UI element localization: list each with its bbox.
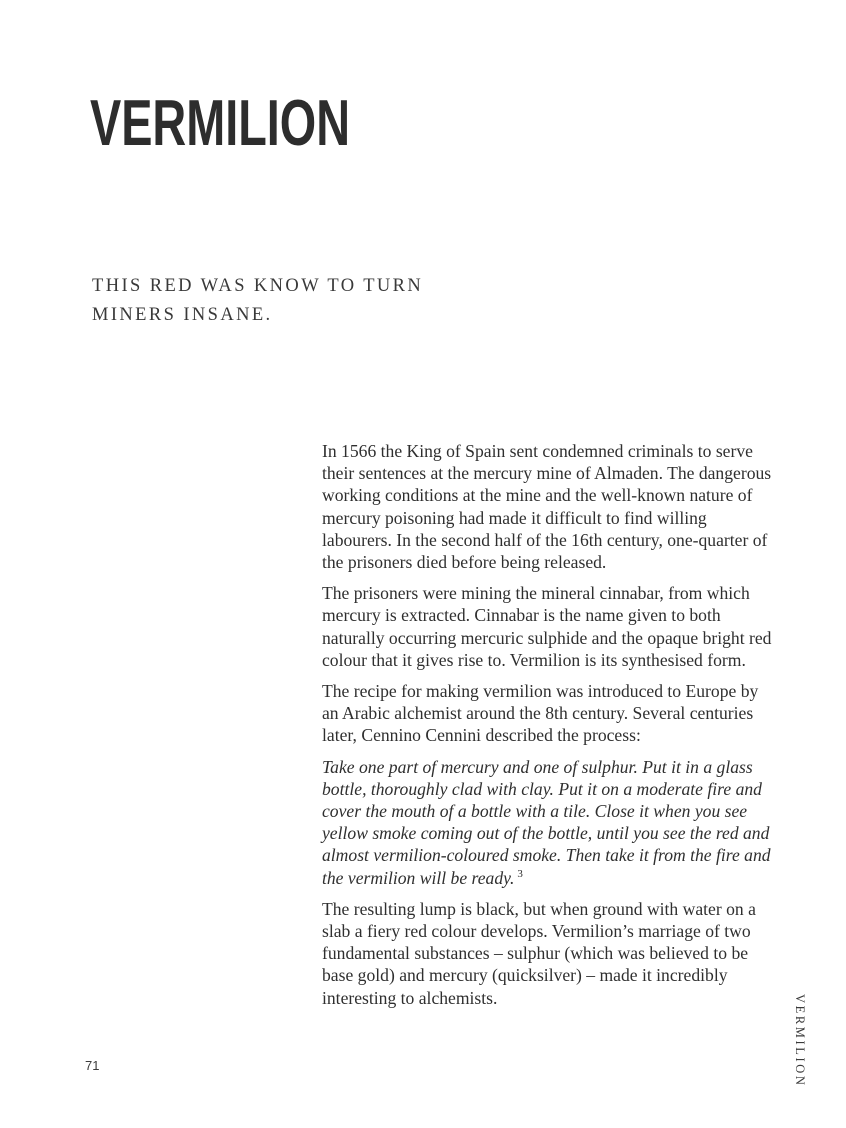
- blockquote-paragraph: [322, 756, 778, 889]
- running-footer-vertical: VERMILION: [793, 994, 807, 1088]
- page-title: VERMILION: [90, 86, 351, 159]
- footnote-marker: 3: [517, 867, 523, 880]
- quote-text: Take one part of mercury and one of sulphur. Put it in a glass bottle, thoroughly clad with clay. Put it on a moderate fire and cover the mouth of a bottle with a tile. Close it when you see yellow smoke coming out of the bottle, until you see the red and almost vermilion-coloured smoke. Then take it from the fire and the vermilion will be ready.: [322, 756, 771, 888]
- paragraph-5: The resulting lump is black, but when ground with water on a slab a fiery red colour develops. Vermilion’s marriage of two fundamental substances – sulphur (which was believed to be base gold) and mercury (quicksilver) – made it incredibly interesting to alchemists.: [322, 898, 756, 1008]
- lede: [92, 272, 423, 330]
- body-text-column: [322, 440, 778, 1018]
- page-number: 71: [85, 1058, 100, 1073]
- paragraph-3: The recipe for making vermilion was introduced to Europe by an Arabic alchemist around the 8th century. Several centuries later, Cennino Cennini described the process:: [322, 681, 759, 746]
- lede-line-2: MINERS INSANE.: [92, 305, 273, 325]
- lede-line-1: THIS RED WAS KNOW TO TURN: [92, 276, 424, 296]
- paragraph-1: In 1566 the King of Spain sent condemned criminals to serve their sentences at the mercury mine of Almaden. The dangerous working conditions at the mine and the well-known nature of mercury poisoning had made it difficult to find willing labourers. In the second half of the 16th century, one-quarter of the prisoners died before being released.: [322, 441, 772, 573]
- paragraph-2: The prisoners were mining the mineral cinnabar, from which mercury is extracted. Cinnabar is the name given to both naturally occurring mercuric sulphide and the opaque bright red colour that it gives rise to. Vermilion is its synthesised form.: [322, 583, 772, 670]
